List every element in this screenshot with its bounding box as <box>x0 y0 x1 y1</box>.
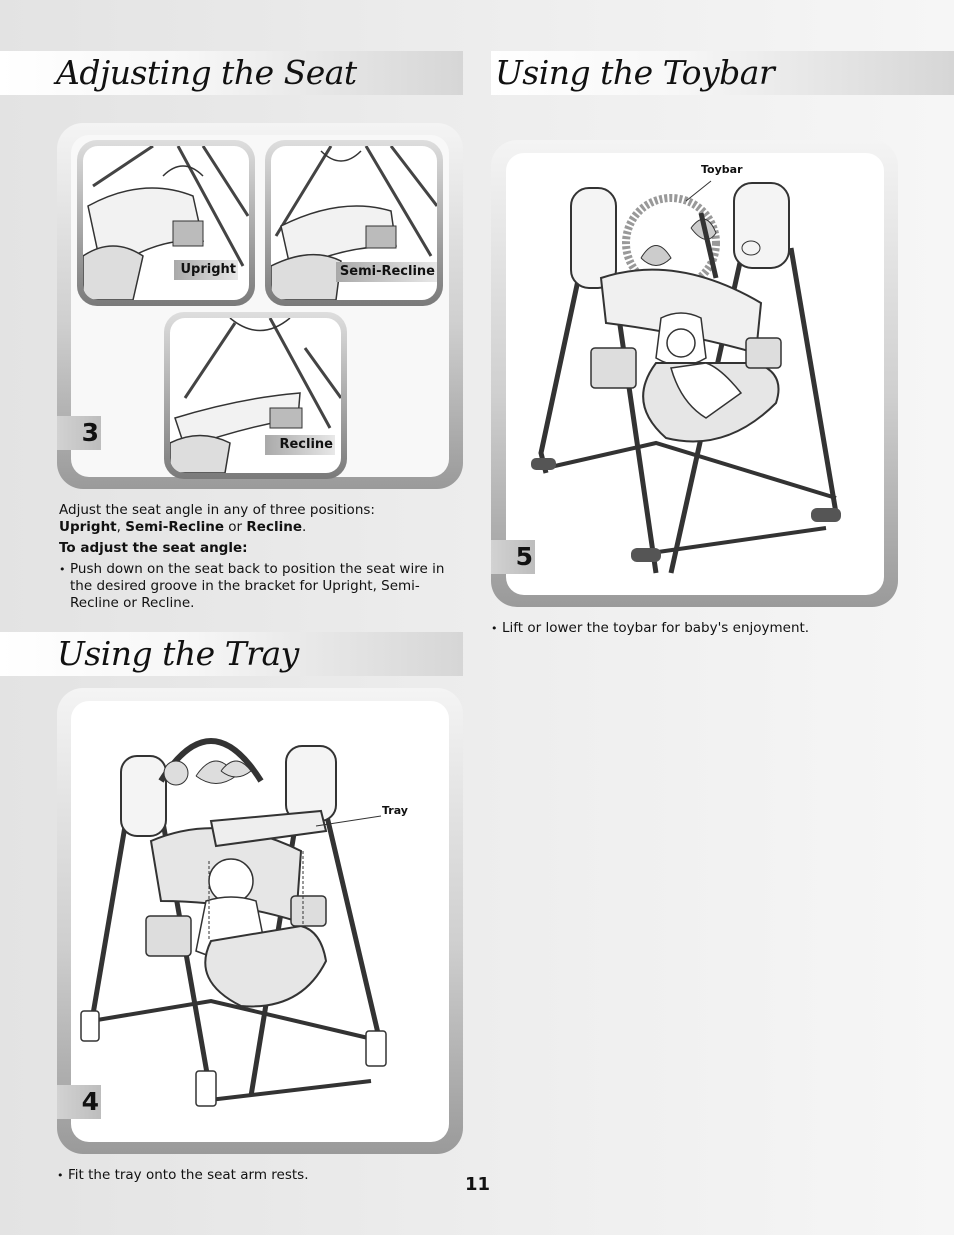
tray-callout: Tray <box>382 804 408 817</box>
seat-bullet: • Push down on the seat back to position the seat wire in the desired groove in the bracket for Upright, Semi-Recline or Recline. <box>59 561 459 612</box>
semi-recline-illustration <box>265 140 443 306</box>
options-end: . <box>301 519 307 535</box>
tray-section-title: Using the Tray <box>57 634 299 673</box>
seat-illustration-panel <box>57 123 463 489</box>
seat-title-banner <box>0 51 463 95</box>
option-recline: Recline <box>246 519 302 535</box>
toybar-callout: Toybar <box>701 163 743 176</box>
upright-illustration <box>77 140 255 306</box>
step-5-badge: 5 <box>491 540 535 574</box>
toybar-swing-drawing <box>506 153 884 595</box>
toybar-section-title: Using the Toybar <box>495 53 775 92</box>
upright-label: Upright <box>174 260 238 280</box>
tray-illustration-inner <box>71 701 449 1142</box>
recline-label: Recline <box>265 435 335 455</box>
toybar-illustration-panel <box>491 140 898 607</box>
tray-bullet: • Fit the tray onto the seat arm rests. <box>57 1167 447 1184</box>
option-upright: Upright <box>59 519 117 535</box>
seat-section-title: Adjusting the Seat <box>56 53 357 92</box>
option-semi-recline: Semi-Recline <box>125 519 224 535</box>
toybar-instructions <box>491 620 891 637</box>
tray-title-banner <box>0 632 463 676</box>
seat-intro: Adjust the seat angle in any of three positions: <box>59 502 375 518</box>
toybar-bullet: • Lift or lower the toybar for baby's enjoyment. <box>491 620 891 637</box>
seat-options-line <box>59 519 459 536</box>
seat-howto-heading: To adjust the seat angle: <box>59 540 248 556</box>
tray-swing-drawing <box>71 701 449 1142</box>
tray-illustration-panel <box>57 688 463 1154</box>
step-3-badge: 3 <box>57 416 101 450</box>
semi-recline-label: Semi-Recline <box>336 262 437 282</box>
step-4-badge: 4 <box>57 1085 101 1119</box>
options-sep-2: or <box>224 519 247 535</box>
tray-instructions <box>57 1167 447 1184</box>
seat-instructions <box>59 502 459 612</box>
recline-illustration <box>164 312 347 479</box>
toybar-illustration-inner <box>506 153 884 595</box>
options-sep-1: , <box>116 519 126 535</box>
page-number: 11 <box>465 1174 491 1195</box>
toybar-title-banner <box>491 51 954 95</box>
